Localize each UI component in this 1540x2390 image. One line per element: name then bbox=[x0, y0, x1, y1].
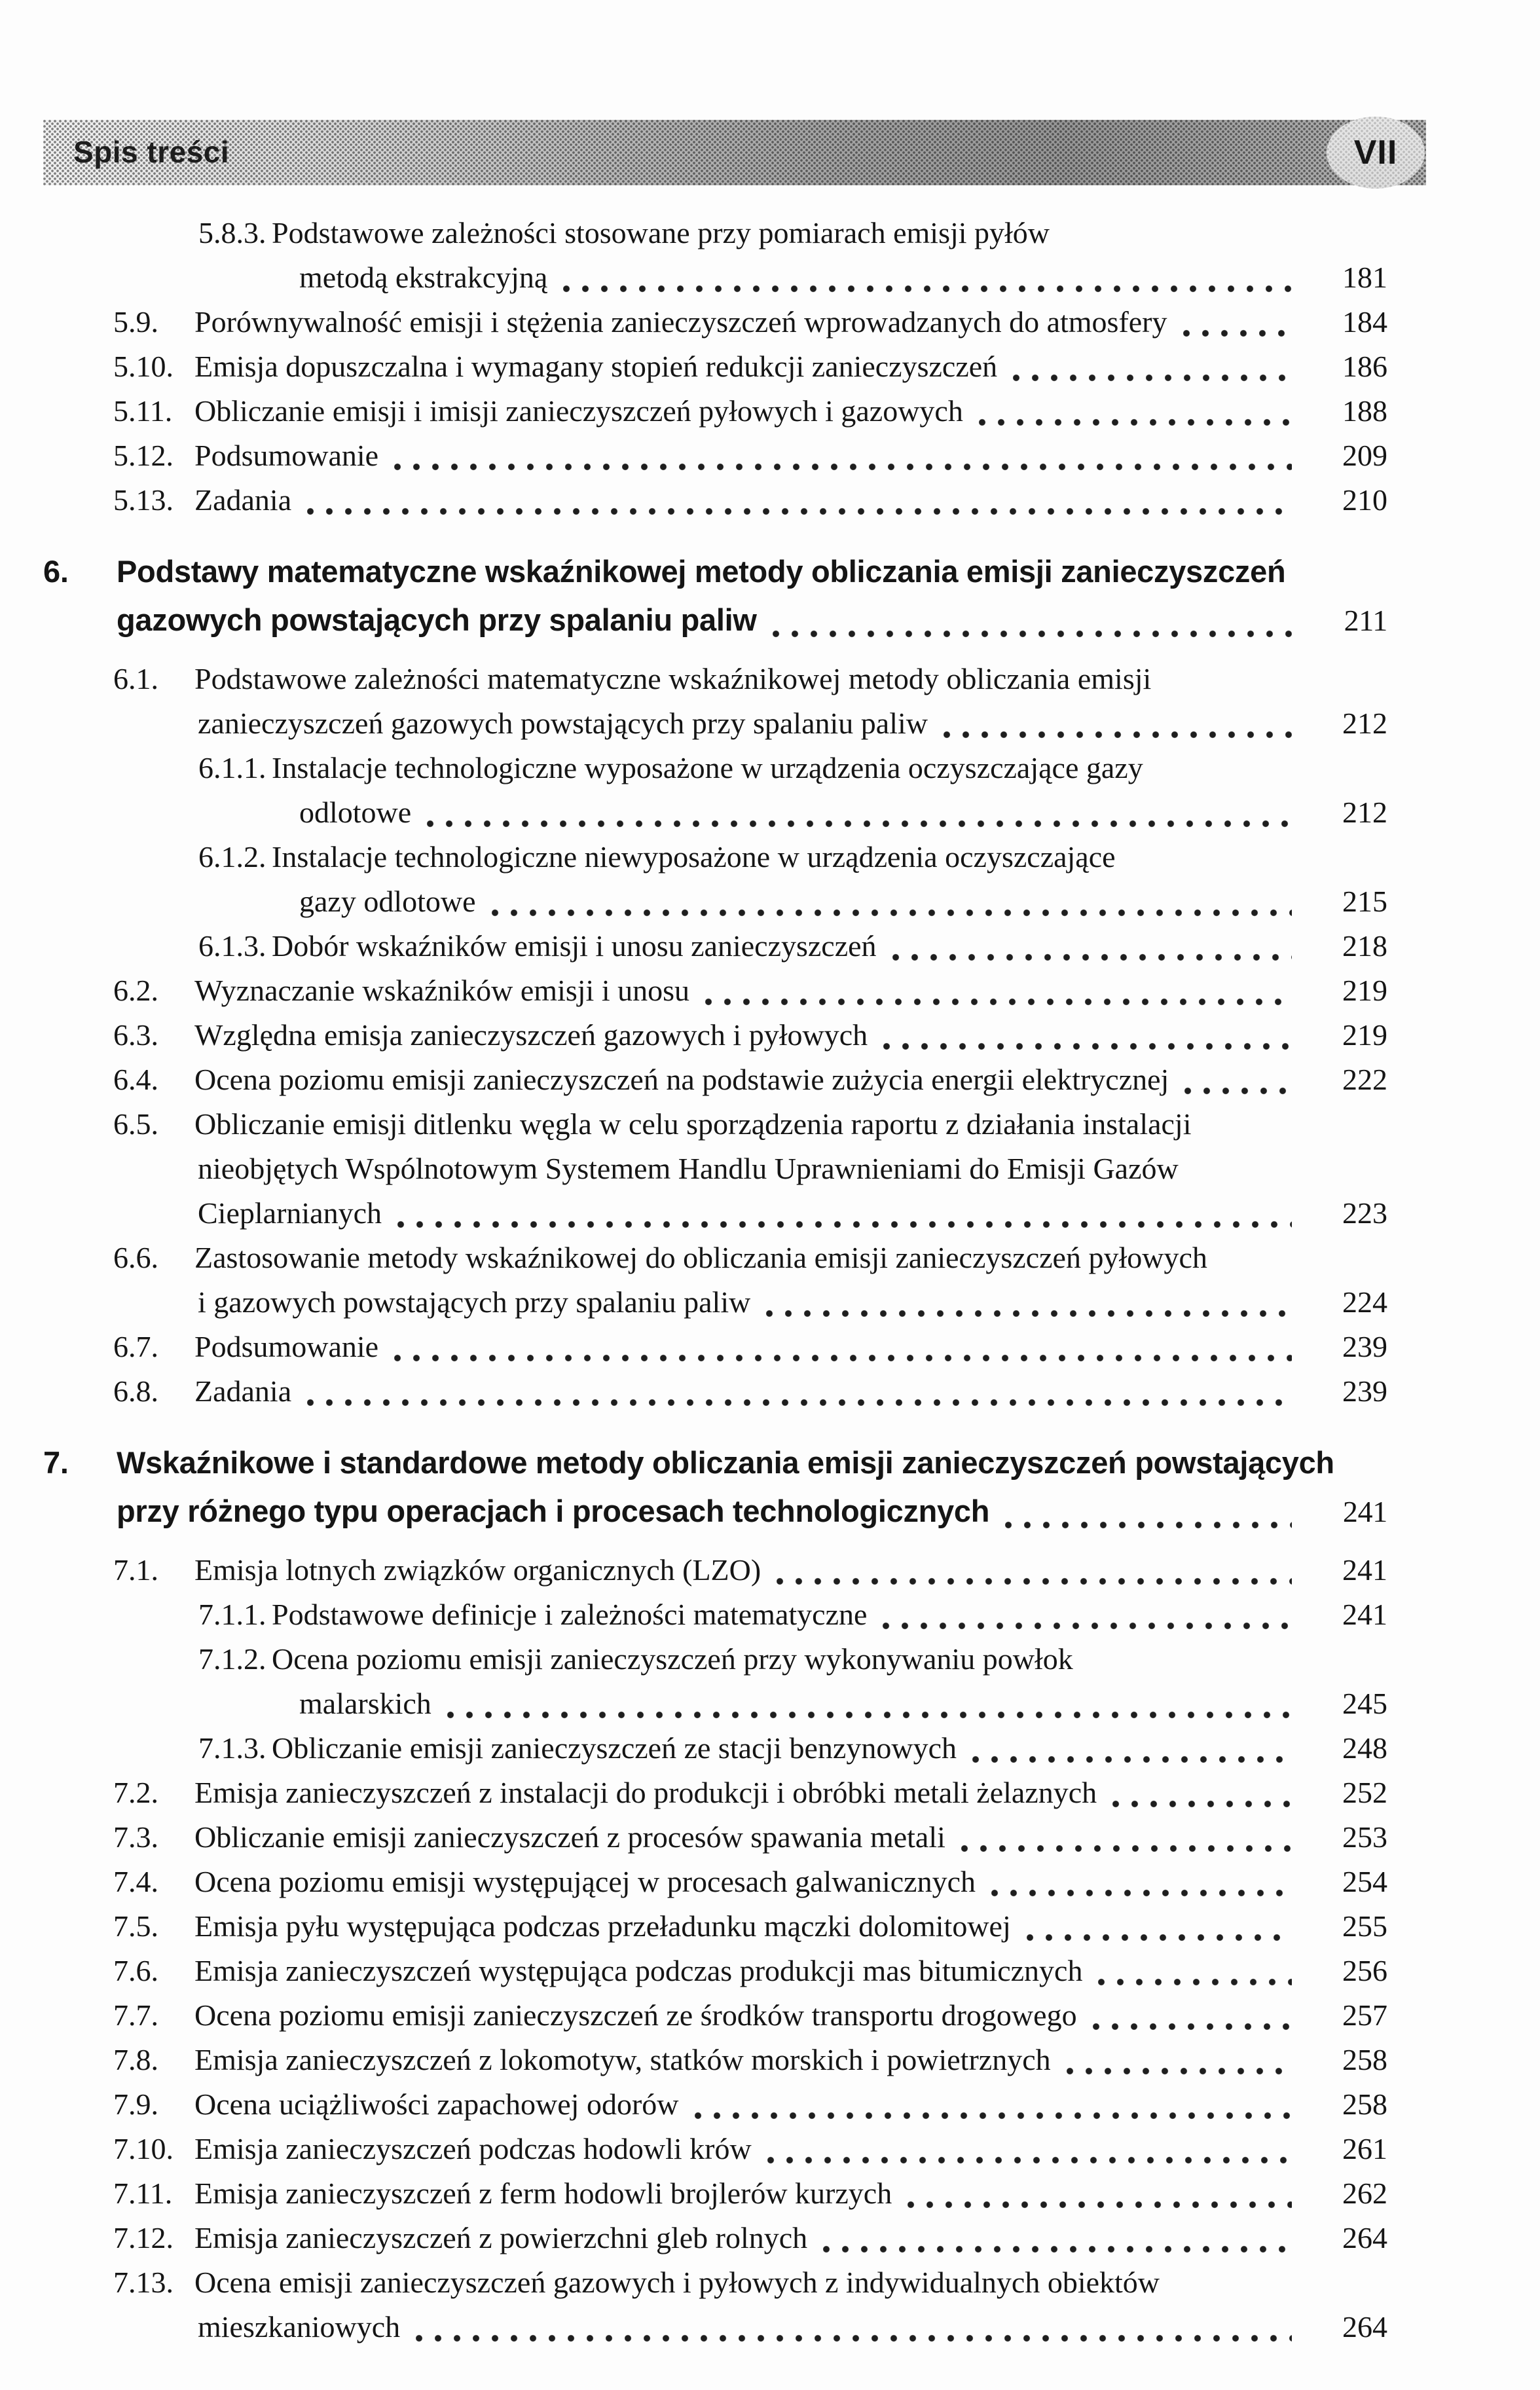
toc-entry bbox=[0, 1592, 1387, 1637]
dot-leader bbox=[394, 1354, 1292, 1362]
entry-line bbox=[194, 1057, 1387, 1102]
entry-page: 218 bbox=[1342, 929, 1387, 963]
entry-title: Instalacje technologiczne wyposażone w urządzenia oczyszczające gazy bbox=[272, 751, 1143, 784]
entry-number: 7.9. bbox=[113, 2087, 158, 2121]
dot-leader bbox=[883, 1042, 1292, 1050]
entry-page: 252 bbox=[1342, 1776, 1387, 1809]
toc-entry bbox=[0, 344, 1387, 389]
entry-body bbox=[117, 547, 1387, 645]
toc-entry bbox=[0, 1057, 1387, 1102]
entry-page: 186 bbox=[1342, 350, 1387, 383]
entry-number: 7.2. bbox=[113, 1776, 158, 1809]
entry-body bbox=[194, 1548, 1387, 1592]
entry-body bbox=[194, 1771, 1387, 1815]
entry-title: Emisja lotnych związków organicznych (LZO) bbox=[194, 1553, 761, 1587]
entry-title: Emisja zanieczyszczeń z ferm hodowli brojlerów kurzych bbox=[194, 2177, 892, 2210]
entry-page: 261 bbox=[1342, 2132, 1387, 2165]
entry-page: 188 bbox=[1342, 394, 1387, 428]
entry-title: Podstawowe zależności matematyczne wskaźnikowej metody obliczania emisji bbox=[194, 662, 1152, 695]
toc-entry bbox=[0, 1325, 1387, 1369]
entry-title: Wyznaczanie wskaźników emisji i unosu bbox=[194, 974, 690, 1007]
entry-number: 6.1. bbox=[113, 662, 158, 695]
entry-title: odlotowe bbox=[299, 796, 412, 829]
entry-title: Cieplarnianych bbox=[198, 1196, 382, 1230]
dot-leader bbox=[1067, 2067, 1292, 2075]
entry-number: 6.1.2. bbox=[198, 840, 266, 873]
entry-title: Porównywalność emisji i stężenia zanieczyszczeń wprowadzanych do atmosfery bbox=[194, 305, 1167, 339]
entry-number: 7.4. bbox=[113, 1865, 158, 1898]
entry-page: 264 bbox=[1342, 2221, 1387, 2254]
page-number: VII bbox=[1353, 134, 1398, 172]
entry-page: 253 bbox=[1342, 1820, 1387, 1854]
entry-line bbox=[194, 657, 1387, 701]
entry-line bbox=[272, 1637, 1387, 1682]
toc-entry bbox=[0, 2038, 1387, 2082]
dot-leader bbox=[944, 731, 1292, 739]
toc-entry bbox=[0, 1369, 1387, 1414]
entry-body bbox=[194, 433, 1387, 478]
dot-leader bbox=[695, 2112, 1292, 2120]
entry-body bbox=[194, 968, 1387, 1013]
entry-body bbox=[194, 1949, 1387, 1993]
toc-entry bbox=[0, 433, 1387, 478]
entry-title: Obliczanie emisji zanieczyszczeń ze stacji benzynowych bbox=[272, 1731, 957, 1765]
dot-leader bbox=[1093, 2023, 1292, 2031]
entry-line bbox=[194, 1548, 1387, 1592]
toc-entry bbox=[0, 1236, 1387, 1325]
toc-entry bbox=[0, 547, 1387, 645]
dot-leader bbox=[447, 1711, 1292, 1719]
entry-body bbox=[194, 344, 1387, 389]
entry-title: i gazowych powstających przy spalaniu paliw bbox=[198, 1285, 751, 1319]
entry-number: 7.12. bbox=[113, 2221, 174, 2254]
entry-page: 219 bbox=[1342, 1018, 1387, 1052]
entry-line bbox=[272, 211, 1387, 255]
entry-line bbox=[117, 547, 1387, 596]
entry-title: przy różnego typu operacjach i procesach technologicznych bbox=[117, 1494, 990, 1528]
entry-line bbox=[194, 2305, 1387, 2349]
entry-body bbox=[194, 1993, 1387, 2038]
entry-number: 6.5. bbox=[113, 1107, 158, 1141]
entry-title: Ocena poziomu emisji występującej w procesach galwanicznych bbox=[194, 1865, 976, 1898]
entry-title: Emisja pyłu występująca podczas przeładunku mączki dolomitowej bbox=[194, 1909, 1011, 1943]
toc-entry bbox=[0, 1860, 1387, 1904]
entry-number: 6.1.1. bbox=[198, 751, 266, 784]
entry-number: 7.11. bbox=[113, 2177, 173, 2210]
entry-page: 262 bbox=[1342, 2177, 1387, 2210]
entry-title: Podstawowe zależności stosowane przy pomiarach emisji pyłów bbox=[272, 216, 1050, 249]
dot-leader bbox=[773, 630, 1292, 638]
entry-number: 6.1.3. bbox=[198, 929, 266, 963]
entry-page: 241 bbox=[1342, 1495, 1387, 1528]
dot-leader bbox=[1184, 1087, 1292, 1095]
entry-title: malarskich bbox=[299, 1687, 431, 1720]
entry-page: 184 bbox=[1342, 305, 1387, 339]
dot-leader bbox=[416, 2334, 1292, 2342]
entry-page: 209 bbox=[1342, 439, 1387, 472]
entry-title: Emisja dopuszczalna i wymagany stopień redukcji zanieczyszczeń bbox=[194, 350, 998, 383]
entry-title: Emisja zanieczyszczeń podczas hodowli krów bbox=[194, 2132, 752, 2165]
entry-number: 6.3. bbox=[113, 1018, 158, 1052]
entry-title: Podsumowanie bbox=[194, 1330, 379, 1363]
toc-entry bbox=[0, 1548, 1387, 1592]
entry-page: 239 bbox=[1342, 1374, 1387, 1408]
entry-body bbox=[194, 657, 1387, 746]
entry-page: 264 bbox=[1342, 2310, 1387, 2344]
entry-title: gazowych powstających przy spalaniu paliw bbox=[117, 602, 757, 637]
toc-entry bbox=[0, 389, 1387, 433]
entry-title: gazy odlotowe bbox=[299, 885, 476, 918]
dot-leader bbox=[1098, 1978, 1292, 1986]
page-number-cap bbox=[1327, 117, 1425, 189]
toc-entry bbox=[0, 300, 1387, 344]
toc-list bbox=[0, 211, 1540, 2349]
entry-body bbox=[194, 2171, 1387, 2216]
entry-body bbox=[194, 2260, 1387, 2349]
dot-leader bbox=[972, 1756, 1292, 1763]
entry-title: metodą ekstrakcyjną bbox=[299, 261, 548, 294]
entry-body bbox=[272, 1726, 1387, 1771]
entry-body bbox=[117, 1439, 1387, 1536]
entry-number: 7. bbox=[43, 1445, 69, 1480]
entry-line bbox=[117, 1439, 1387, 1487]
toc-entry bbox=[0, 1013, 1387, 1057]
entry-line bbox=[194, 344, 1387, 389]
toc-entry bbox=[0, 1815, 1387, 1860]
entry-title: zanieczyszczeń gazowych powstających przy spalaniu paliw bbox=[198, 707, 928, 740]
toc-entry bbox=[0, 835, 1387, 924]
entry-number: 7.10. bbox=[113, 2132, 174, 2165]
entry-line bbox=[194, 2260, 1387, 2305]
entry-line bbox=[194, 1815, 1387, 1860]
toc-entry bbox=[0, 2171, 1387, 2216]
entry-number: 7.13. bbox=[113, 2266, 174, 2299]
toc-entry bbox=[0, 1993, 1387, 2038]
entry-page: 212 bbox=[1342, 707, 1387, 740]
entry-line bbox=[194, 478, 1387, 523]
entry-title: Zadania bbox=[194, 483, 292, 517]
entry-number: 6.8. bbox=[113, 1374, 158, 1408]
entry-line bbox=[272, 1592, 1387, 1637]
entry-title: Obliczanie emisji i imisji zanieczyszczeń pyłowych i gazowych bbox=[194, 394, 963, 428]
entry-page: 223 bbox=[1342, 1196, 1387, 1230]
entry-line bbox=[194, 389, 1387, 433]
entry-number: 6. bbox=[43, 554, 69, 589]
entry-title: Dobór wskaźników emisji i unosu zanieczyszczeń bbox=[272, 929, 877, 963]
entry-number: 6.2. bbox=[113, 974, 158, 1007]
entry-line bbox=[272, 879, 1387, 924]
entry-number: 7.6. bbox=[113, 1954, 158, 1987]
entry-body bbox=[194, 1325, 1387, 1369]
entry-page: 181 bbox=[1342, 261, 1387, 294]
entry-page: 258 bbox=[1342, 2087, 1387, 2121]
entry-number: 5.11. bbox=[113, 394, 173, 428]
entry-page: 212 bbox=[1342, 796, 1387, 829]
entry-page: 222 bbox=[1342, 1063, 1387, 1096]
entry-line bbox=[272, 746, 1387, 790]
entry-number: 7.1. bbox=[113, 1553, 158, 1587]
entry-title: Ocena emisji zanieczyszczeń gazowych i pyłowych z indywidualnych obiektów bbox=[194, 2266, 1160, 2299]
entry-title: Wskaźnikowe i standardowe metody obliczania emisji zanieczyszczeń powstających bbox=[117, 1445, 1334, 1480]
entry-body bbox=[194, 1013, 1387, 1057]
entry-title: Podstawowe definicje i zależności matematyczne bbox=[272, 1598, 868, 1631]
entry-line bbox=[194, 1771, 1387, 1815]
entry-page: 256 bbox=[1342, 1954, 1387, 1987]
toc-entry bbox=[0, 2127, 1387, 2171]
dot-leader bbox=[1027, 1934, 1292, 1941]
entry-line bbox=[194, 2127, 1387, 2171]
toc-entry bbox=[0, 2082, 1387, 2127]
toc-entry bbox=[0, 1904, 1387, 1949]
dot-leader bbox=[427, 820, 1292, 828]
entry-page: 245 bbox=[1342, 1687, 1387, 1720]
entry-line bbox=[272, 1682, 1387, 1726]
toc-entry bbox=[0, 1771, 1387, 1815]
entry-page: 255 bbox=[1342, 1909, 1387, 1943]
entry-line bbox=[194, 1993, 1387, 2038]
entry-body bbox=[272, 924, 1387, 968]
dot-leader bbox=[777, 1577, 1292, 1585]
entry-title: Ocena poziomu emisji zanieczyszczeń na podstawie zużycia energii elektrycznej bbox=[194, 1063, 1169, 1096]
entry-body bbox=[194, 1815, 1387, 1860]
entry-title: Obliczanie emisji ditlenku węgla w celu sporządzenia raportu z działania instalacji bbox=[194, 1107, 1192, 1141]
entry-title: Obliczanie emisji zanieczyszczeń z procesów spawania metali bbox=[194, 1820, 945, 1854]
entry-line bbox=[117, 596, 1387, 645]
entry-line bbox=[194, 1147, 1387, 1191]
dot-leader bbox=[883, 1622, 1292, 1630]
entry-title: Emisja zanieczyszczeń z lokomotyw, statków morskich i powietrznych bbox=[194, 2043, 1051, 2076]
entry-line bbox=[194, 968, 1387, 1013]
dot-leader bbox=[397, 1221, 1292, 1228]
entry-line bbox=[194, 2082, 1387, 2127]
toc-entry bbox=[0, 1439, 1387, 1536]
entry-body bbox=[194, 1236, 1387, 1325]
entry-title: Ocena poziomu emisji zanieczyszczeń przy wykonywaniu powłok bbox=[272, 1642, 1073, 1676]
dot-leader bbox=[892, 953, 1292, 961]
dot-leader bbox=[307, 1399, 1292, 1406]
entry-line bbox=[194, 300, 1387, 344]
entry-title: Emisja zanieczyszczeń z instalacji do produkcji i obróbki metali żelaznych bbox=[194, 1776, 1097, 1809]
toc-entry bbox=[0, 924, 1387, 968]
entry-title: Zastosowanie metody wskaźnikowej do obliczania emisji zanieczyszczeń pyłowych bbox=[194, 1241, 1207, 1274]
dot-leader bbox=[394, 463, 1292, 471]
entry-line bbox=[194, 1949, 1387, 1993]
entry-body bbox=[272, 1637, 1387, 1726]
toc-entry bbox=[0, 2216, 1387, 2260]
entry-line bbox=[194, 2216, 1387, 2260]
entry-line bbox=[194, 433, 1387, 478]
toc-entry bbox=[0, 968, 1387, 1013]
entry-number: 6.4. bbox=[113, 1063, 158, 1096]
entry-number: 7.5. bbox=[113, 1909, 158, 1943]
dot-leader bbox=[961, 1845, 1292, 1852]
entry-number: 6.7. bbox=[113, 1330, 158, 1363]
entry-body bbox=[194, 300, 1387, 344]
entry-title: Ocena poziomu emisji zanieczyszczeń ze środków transportu drogowego bbox=[194, 1998, 1077, 2032]
toc-entry bbox=[0, 1949, 1387, 1993]
entry-title: Emisja zanieczyszczeń występująca podczas produkcji mas bitumicznych bbox=[194, 1954, 1083, 1987]
entry-page: 215 bbox=[1342, 885, 1387, 918]
entry-body bbox=[194, 2127, 1387, 2171]
entry-line bbox=[117, 1487, 1387, 1536]
entry-page: 241 bbox=[1342, 1598, 1387, 1631]
entry-line bbox=[272, 790, 1387, 835]
entry-page: 241 bbox=[1342, 1553, 1387, 1587]
entry-line bbox=[194, 1013, 1387, 1057]
toc-entry bbox=[0, 478, 1387, 523]
entry-number: 5.13. bbox=[113, 483, 174, 517]
dot-leader bbox=[1013, 374, 1292, 382]
entry-line bbox=[194, 2171, 1387, 2216]
toc-entry bbox=[0, 657, 1387, 746]
entry-number: 5.10. bbox=[113, 350, 174, 383]
entry-title: Zadania bbox=[194, 1374, 292, 1408]
entry-number: 5.12. bbox=[113, 439, 174, 472]
dot-leader bbox=[1183, 329, 1292, 337]
entry-title: Względna emisja zanieczyszczeń gazowych i pyłowych bbox=[194, 1018, 868, 1052]
page-title: Spis treści bbox=[73, 134, 230, 169]
entry-body bbox=[194, 1904, 1387, 1949]
entry-page: 211 bbox=[1344, 604, 1387, 637]
header-bar bbox=[43, 120, 1426, 185]
entry-body bbox=[194, 2216, 1387, 2260]
dot-leader bbox=[979, 418, 1292, 426]
entry-page: 248 bbox=[1342, 1731, 1387, 1765]
entry-title: Ocena uciążliwości zapachowej odorów bbox=[194, 2087, 679, 2121]
entry-body bbox=[194, 1057, 1387, 1102]
entry-body bbox=[272, 746, 1387, 835]
dot-leader bbox=[307, 507, 1292, 515]
entry-body bbox=[194, 1860, 1387, 1904]
entry-title: Emisja zanieczyszczeń z powierzchni gleb rolnych bbox=[194, 2221, 808, 2254]
entry-page: 239 bbox=[1342, 1330, 1387, 1363]
entry-page: 254 bbox=[1342, 1865, 1387, 1898]
entry-line bbox=[272, 924, 1387, 968]
entry-page: 224 bbox=[1342, 1285, 1387, 1319]
entry-body bbox=[194, 478, 1387, 523]
entry-number: 7.1.1. bbox=[198, 1598, 266, 1631]
entry-page: 258 bbox=[1342, 2043, 1387, 2076]
entry-body bbox=[194, 1369, 1387, 1414]
entry-number: 7.1.2. bbox=[198, 1642, 266, 1676]
entry-title: nieobjętych Wspólnotowym Systemem Handlu Uprawnieniami do Emisji Gazów bbox=[198, 1152, 1179, 1185]
entry-number: 5.9. bbox=[113, 305, 158, 339]
dot-leader bbox=[991, 1889, 1292, 1897]
dot-leader bbox=[492, 909, 1292, 917]
entry-line bbox=[194, 1236, 1387, 1280]
entry-number: 7.1.3. bbox=[198, 1731, 266, 1765]
toc-entry bbox=[0, 1726, 1387, 1771]
entry-page: 219 bbox=[1342, 974, 1387, 1007]
entry-page: 210 bbox=[1342, 483, 1387, 517]
entry-line bbox=[194, 2038, 1387, 2082]
entry-body bbox=[272, 1592, 1387, 1637]
entry-body bbox=[194, 389, 1387, 433]
entry-line bbox=[194, 1191, 1387, 1236]
entry-line bbox=[194, 1860, 1387, 1904]
entry-title: Podstawy matematyczne wskaźnikowej metody obliczania emisji zanieczyszczeń bbox=[117, 554, 1286, 589]
entry-body bbox=[272, 835, 1387, 924]
entry-line bbox=[194, 1325, 1387, 1369]
toc-entry bbox=[0, 211, 1387, 300]
entry-body bbox=[194, 1102, 1387, 1236]
entry-number: 7.3. bbox=[113, 1820, 158, 1854]
entry-page: 257 bbox=[1342, 1998, 1387, 2032]
toc-entry bbox=[0, 1102, 1387, 1236]
entry-line bbox=[194, 1102, 1387, 1147]
toc-entry bbox=[0, 1637, 1387, 1726]
dot-leader bbox=[563, 285, 1292, 293]
entry-line bbox=[194, 701, 1387, 746]
entry-title: Instalacje technologiczne niewyposażone w urządzenia oczyszczające bbox=[272, 840, 1116, 873]
dot-leader bbox=[1112, 1800, 1292, 1808]
toc-entry bbox=[0, 2260, 1387, 2349]
entry-number: 5.8.3. bbox=[198, 216, 266, 249]
entry-line bbox=[194, 1369, 1387, 1414]
dot-leader bbox=[705, 998, 1292, 1006]
entry-number: 7.8. bbox=[113, 2043, 158, 2076]
entry-body bbox=[194, 2082, 1387, 2127]
entry-line bbox=[272, 255, 1387, 300]
entry-body bbox=[194, 2038, 1387, 2082]
entry-body bbox=[272, 211, 1387, 300]
toc-entry bbox=[0, 746, 1387, 835]
dot-leader bbox=[1005, 1521, 1292, 1529]
entry-number: 7.7. bbox=[113, 1998, 158, 2032]
entry-title: Podsumowanie bbox=[194, 439, 379, 472]
entry-line bbox=[194, 1280, 1387, 1325]
entry-title: mieszkaniowych bbox=[198, 2310, 401, 2344]
dot-leader bbox=[908, 2201, 1292, 2209]
entry-line bbox=[272, 1726, 1387, 1771]
entry-line bbox=[194, 1904, 1387, 1949]
dot-leader bbox=[766, 1310, 1292, 1317]
dot-leader bbox=[823, 2245, 1292, 2253]
entry-line bbox=[272, 835, 1387, 879]
entry-number: 6.6. bbox=[113, 1241, 158, 1274]
dot-leader bbox=[767, 2156, 1292, 2164]
